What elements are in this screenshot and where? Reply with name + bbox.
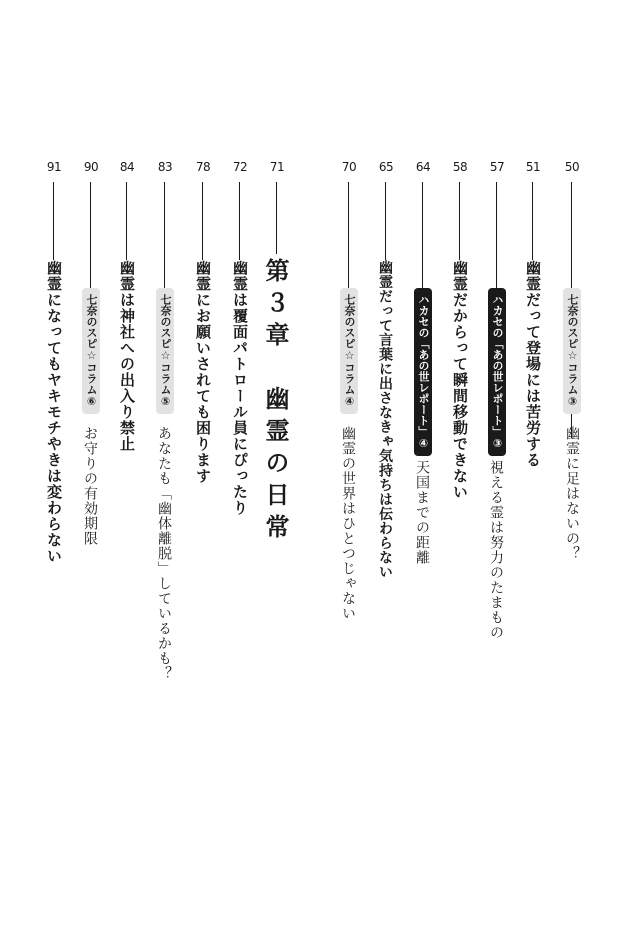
leader-line [239, 182, 240, 260]
page-number: 57 [489, 160, 505, 174]
leader-line [496, 182, 497, 288]
column-badge: 七奈のスピ☆コラム⑥ [82, 288, 100, 414]
column-badge: 七奈のスピ☆コラム④ [340, 288, 358, 414]
entry-subtitle: 幽霊の世界はひとつじゃない [340, 426, 356, 621]
page-number: 91 [46, 160, 62, 174]
leader-line [90, 182, 91, 288]
leader-line [532, 182, 533, 260]
leader-line [202, 182, 203, 260]
report-badge: ハカセの「あの世レポート」③ [488, 288, 506, 456]
page-number: 50 [564, 160, 580, 174]
entry-title: 幽霊は覆面パトロール員にぴったり [231, 260, 249, 516]
page-number: 90 [83, 160, 99, 174]
leader-line [164, 182, 165, 288]
page-number: 70 [341, 160, 357, 174]
leader-line [126, 182, 127, 260]
entry-subtitle: お守りの有効期限 [82, 426, 98, 546]
entry-subtitle: 天国までの距離 [414, 460, 430, 565]
leader-line [459, 182, 460, 260]
entry-subtitle: 幽霊に足はないの？ [564, 426, 580, 561]
report-badge: ハカセの「あの世レポート」④ [414, 288, 432, 456]
leader-line [53, 182, 54, 260]
page-number: 72 [232, 160, 248, 174]
page-number: 84 [119, 160, 135, 174]
page-number: 51 [525, 160, 541, 174]
page-number: 64 [415, 160, 431, 174]
leader-line [385, 182, 386, 260]
page-number: 65 [378, 160, 394, 174]
page-number: 83 [157, 160, 173, 174]
entry-title: 幽霊だって登場には苦労する [524, 260, 542, 468]
column-badge: 七奈のスピ☆コラム⑤ [156, 288, 174, 414]
leader-line [348, 182, 349, 288]
entry-title: 幽霊だからって瞬間移動できない [451, 260, 469, 500]
leader-line [276, 182, 277, 254]
entry-subtitle: あなたも「幽体離脱」しているかも？ [156, 426, 172, 681]
entry-title: 幽霊になってもヤキモチやきは変わらない [45, 260, 63, 564]
entry-title: 幽霊は神社への出入り禁止 [118, 260, 136, 452]
entry-title: 幽霊だって言葉に出さなきゃ気持ちは伝わらない [377, 260, 393, 579]
leader-line [422, 182, 423, 288]
page-number: 58 [452, 160, 468, 174]
page-number: 71 [269, 160, 285, 174]
page-number: 78 [195, 160, 211, 174]
entry-subtitle: 視える霊は努力のたまもの [488, 460, 504, 640]
chapter-title: 第３章 幽霊の日常 [261, 258, 289, 546]
entry-title: 幽霊にお願いされても困ります [194, 260, 212, 484]
column-badge: 七奈のスピ☆コラム③ [563, 288, 581, 414]
